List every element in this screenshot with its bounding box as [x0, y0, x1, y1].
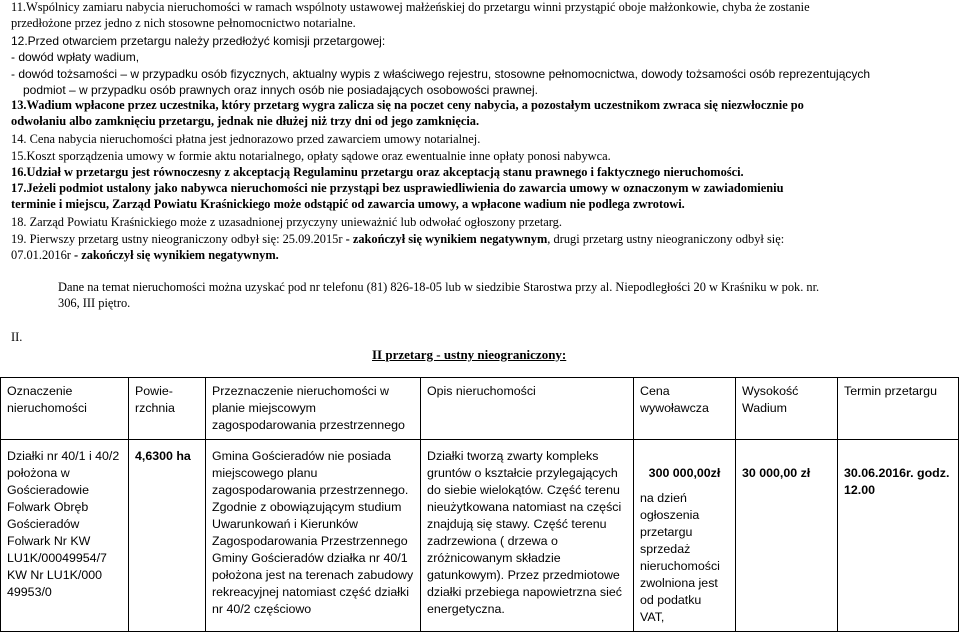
- paragraph-15: 15.Koszt sporządzenia umowy w formie aktu notarialnego, opłaty sądowe oraz ewentualnie inne opłaty ponosi nabywca.: [11, 149, 611, 163]
- header-przeznaczenie: Przeznaczenie nieruchomości w planie miejscowym zagospodarowania przestrzennego: [206, 378, 421, 440]
- header-termin: Termin przetargu: [838, 378, 959, 440]
- header-powierzchnia: Powie-rzchnia: [129, 378, 206, 440]
- cena-value: 300 000,00zł: [648, 466, 721, 480]
- p17-line2: terminie i miejscu, Zarząd Powiatu Kraśnickiego może odstąpić od zawarcia umowy, a wpłacone wadium nie podlega zwrotowi.: [11, 196, 685, 211]
- p17-line1: 17.Jeżeli podmiot ustalony jako nabywca nieruchomości nie przystąpi bez usprawiedliwienia do zawarcia umowy w oznaczonym w zawiadomieniu: [11, 181, 784, 195]
- paragraph-18: 18. Zarząd Powiatu Kraśnickiego może z uzasadnionej przyczyny unieważnić lub odwołać ogłoszony przetarg.: [11, 215, 562, 229]
- header-cena: Cena wywoławcza: [634, 378, 736, 440]
- p13-line2: odwołaniu albo zamknięciu przetargu, jednak nie dłużej niż trzy dni od jego zamknięcia.: [11, 113, 480, 128]
- cell-oznaczenie: Działki nr 40/1 i 40/2 położona w Gościeradowie Folwark Obręb Gościeradów Folwark Nr KW LU1K/00049954/7 KW Nr LU1K/000 49953/0: [1, 440, 129, 632]
- p13-line1: 13.Wadium wpłacone przez uczestnika, który przetarg wygra zalicza się na poczet ceny nabycia, a pozostałym uczestnikom zwraca się niezwłocznie po: [11, 98, 804, 112]
- header-wadium: Wysokość Wadium: [736, 378, 838, 440]
- p19-bold1: - zakończył się wynikiem negatywnym: [345, 232, 548, 246]
- cell-termin: 30.06.2016r. godz. 12.00: [838, 440, 959, 632]
- paragraph-13: [11, 98, 954, 129]
- section-roman-numeral: II.: [11, 330, 23, 344]
- p19-text3: 07.01.2016r: [11, 247, 74, 262]
- cena-note: na dzień ogłoszenia przetargu sprzedaż nieruchomości zwolniona jest od podatku VAT,: [640, 491, 720, 624]
- paragraph-11: [11, 0, 954, 31]
- contact-info: [58, 279, 954, 311]
- p12-line3: - dowód tożsamości – w przypadku osób fizycznych, aktualny wypis z właściwego rejestru, stosowne pełnomocnictwa, dowody tożsamości osób reprezentujących: [11, 67, 871, 82]
- property-table: [0, 377, 959, 632]
- p12-line1: 12.Przed otwarciem przetargu należy przedłożyć komisji przetargowej:: [11, 34, 386, 48]
- paragraph-17: [11, 181, 954, 212]
- p19-text2: , drugi przetarg ustny nieograniczony odbył się:: [547, 232, 785, 246]
- paragraph-16: 16.Udział w przetargu jest równoczesny z akceptacją Regulaminu przetargu oraz akceptacją stanu prawnego i faktycznego nieruchomości.: [11, 165, 744, 179]
- header-oznaczenie: Oznaczenie nieruchomości: [1, 378, 129, 440]
- p11-line1: 11.Wspólnicy zamiaru nabycia nieruchomości w ramach wspólnoty ustawowej małżeńskiej do przetargu winni przystąpić oboje małżonkowie, chyba że zostanie: [11, 0, 810, 14]
- p19-bold2: - zakończył się wynikiem negatywnym.: [73, 247, 279, 262]
- p12-line2: - dowód wpłaty wadium,: [11, 49, 140, 64]
- p12-line4: podmiot – w przypadku osób prawnych oraz innych osób nie posiadających osobowości prawnej.: [23, 83, 538, 98]
- section-title: II przetarg - ustny nieograniczony:: [372, 347, 567, 362]
- table-row: [1, 440, 959, 632]
- paragraph-12: [11, 34, 954, 99]
- cell-wadium: 30 000,00 zł: [736, 440, 838, 632]
- cell-opis: Działki tworzą zwarty kompleks gruntów o kształcie przylegających do siebie wielokątów. Część terenu nieużytkowana natomiast na części znajdują się stawy. Część terenu zadrzewiona ( drzewa o zróżnicowanym składzie gatunkowym). Przez przedmiotowe działki przebiega napowietrzna sieć energetyczna.: [421, 440, 634, 632]
- contact-line2: 306, III piętro.: [58, 296, 131, 310]
- table-header-row: [1, 378, 959, 440]
- cell-przeznaczenie: Gmina Gościeradów nie posiada miejscowego planu zagospodarowania przestrzennego. Zgodnie z obowiązującym studium Uwarunkowań i Kierunków Zagospodarowania Przestrzennego Gminy Gościeradów działka nr 40/1 położona jest na terenach zabudowy rekreacyjnej natomiast część działki nr 40/2 częściowo: [206, 440, 421, 632]
- p11-line2: przedłożone przez jedno z nich stosowne pełnomocnictwo notarialne.: [11, 15, 356, 30]
- p19-text1: 19. Pierwszy przetarg ustny nieograniczony odbył się: 25.09.2015r: [11, 232, 346, 246]
- paragraph-14: 14. Cena nabycia nieruchomości płatna jest jednorazowo przed zawarciem umowy notarialnej.: [11, 132, 481, 146]
- cell-powierzchnia: 4,6300 ha: [129, 440, 206, 632]
- contact-line1: Dane na temat nieruchomości można uzyskać pod nr telefonu (81) 826-18-05 lub w siedzibie Starostwa przy al. Niepodległości 20 w Kraśniku w pok. nr.: [58, 280, 820, 294]
- paragraph-19: [11, 232, 954, 263]
- header-opis: Opis nieruchomości: [421, 378, 634, 440]
- cell-cena: [634, 440, 736, 632]
